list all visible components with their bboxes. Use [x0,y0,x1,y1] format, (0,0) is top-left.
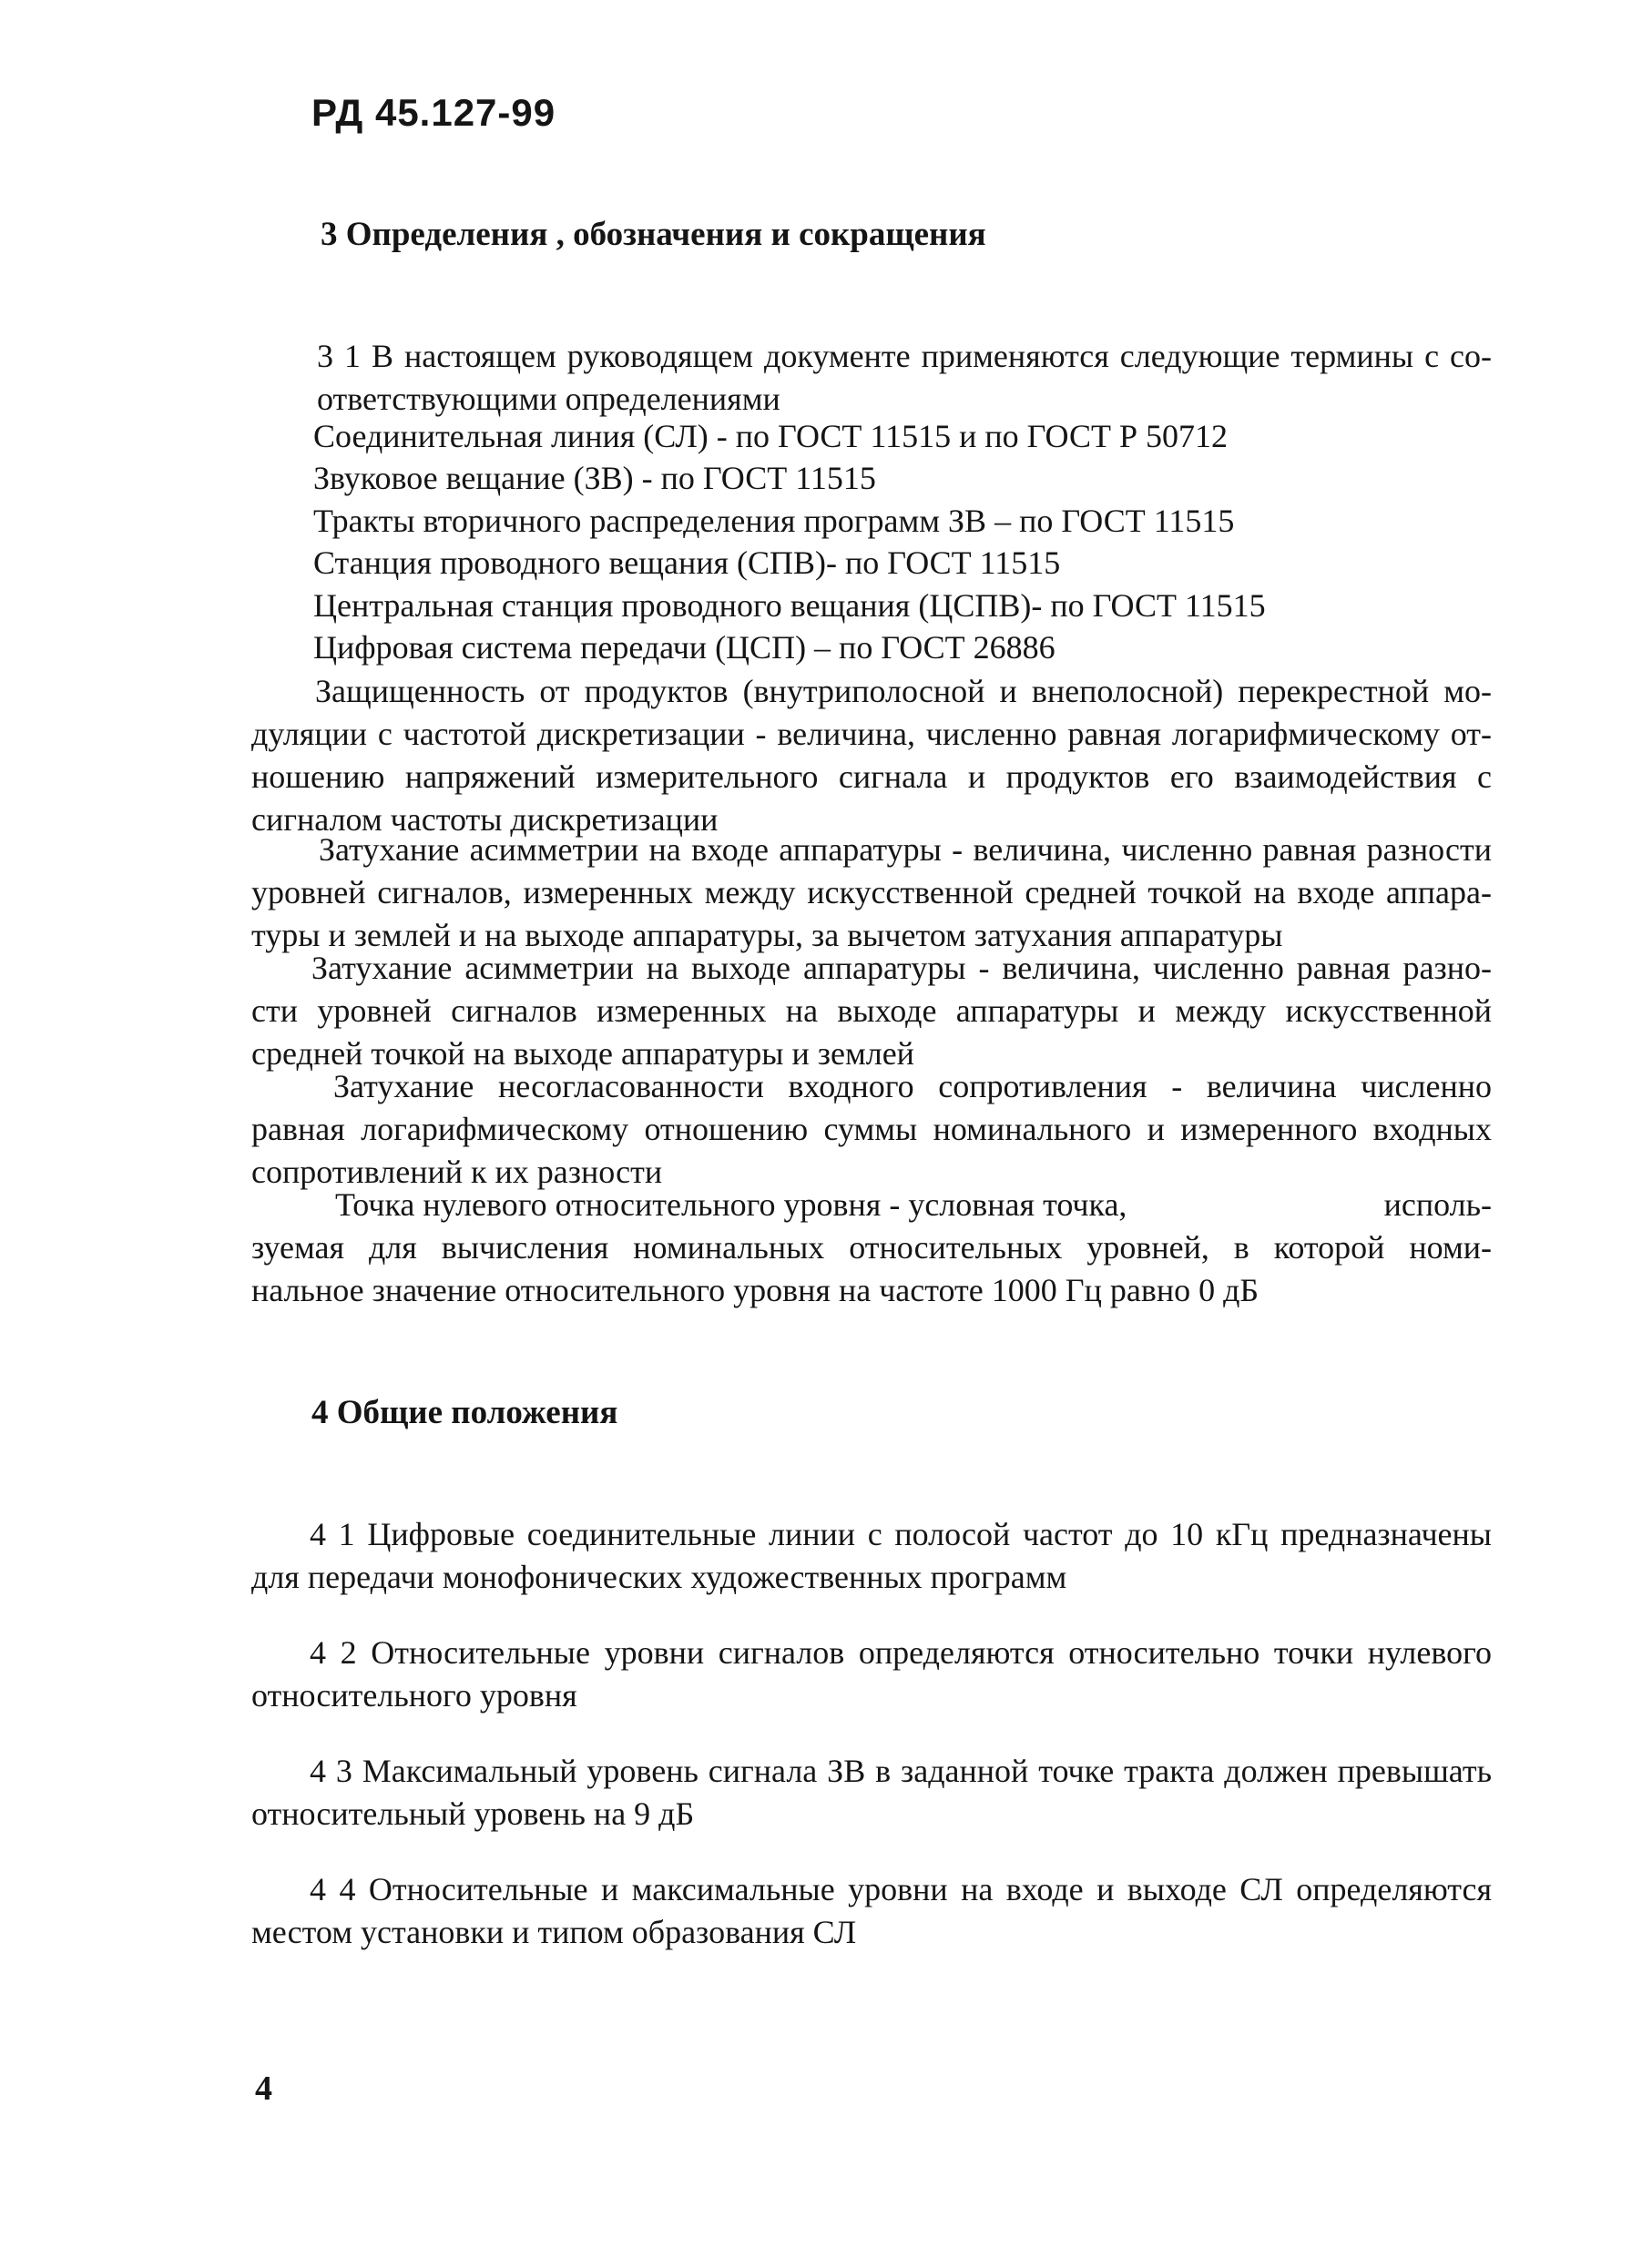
paragraph-line: местом установки и типом образования СЛ [251,1914,857,1950]
definition-zero-level-point [251,1184,1492,1312]
term-item: Звуковое вещание (ЗВ) - по ГОСТ 11515 [313,460,876,496]
term-item: Соединительная линия (СЛ) - по ГОСТ 11515 и по ГОСТ Р 50712 [313,418,1228,454]
definition-line: Затухание асимметрии на выходе аппаратуры - величина, численно равная разно- [311,950,1492,986]
paragraph-4-2 [251,1632,1492,1717]
definition-mismatch [251,1065,1492,1194]
paragraph-line: 4 1 Цифровые соединительные линии с полосой частот до 10 кГц предназначены [310,1516,1492,1552]
section-4-heading: 4 Общие положения [311,1394,618,1431]
paragraph-line: для передачи монофонических художественных программ [251,1559,1067,1595]
definition-line: туры и землей и на выходе аппаратуры, за вычетом затухания аппаратуры [251,917,1283,953]
term-item: Цифровая система передачи (ЦСП) – по ГОСТ 26886 [313,629,1055,666]
definition-line: сопротивлений к их разности [251,1154,663,1190]
intro-paragraph [317,335,1492,421]
page-number: 4 [255,2070,272,2108]
term-item: Центральная станция проводного вещания (ЦСПВ)- по ГОСТ 11515 [313,587,1266,624]
definition-asymmetry-output [251,947,1492,1075]
paragraph-line: относительного уровня [251,1677,577,1714]
definition-line: ношению напряжений измерительного сигнала и продуктов его взаимодействия с [251,758,1492,795]
definition-line: сти уровней сигналов измеренных на выходе аппаратуры и между искусственной [251,992,1492,1029]
definition-line: нальное значение относительного уровня на частоте 1000 Гц равно 0 дБ [251,1272,1259,1308]
paragraph-4-3 [251,1750,1492,1836]
paragraph-4-1 [251,1513,1492,1599]
definition-line: Затухание асимметрии на входе аппаратуры - величина, численно равная разности [319,831,1492,868]
definition-line: средней точкой на выходе аппаратуры и землей [251,1035,914,1072]
definition-line [251,1184,1492,1226]
definition-line-start: Точка нулевого относительного уровня - условная точка, [335,1186,1127,1223]
definition-line: сигналом частоты дискретизации [251,801,719,838]
section-3-heading: 3 Определения , обозначения и сокращения [321,216,986,253]
definition-line: дуляции с частотой дискретизации - величина, численно равная логарифмическому от- [251,716,1492,752]
paragraph-line: 4 3 Максимальный уровень сигнала ЗВ в заданной точке тракта должен превышать [310,1753,1492,1789]
definition-line: зуемая для вычисления номинальных относительных уровней, в которой номи- [251,1229,1492,1266]
definition-line: Защищенность от продуктов (внутриполосной и внеполосной) перекрестной мо- [315,673,1492,709]
intro-line: 3 1 В настоящем руководящем документе применяются следующие термины с со- [317,338,1492,374]
paragraph-line: относительный уровень на 9 дБ [251,1795,695,1832]
definition-protection [251,670,1492,841]
paragraph-4-4 [251,1868,1492,1954]
paragraph-line: 4 2 Относительные уровни сигналов определяются относительно точки нулевого [310,1634,1492,1671]
definition-line: Затухание несогласованности входного сопротивления - величина численно [333,1068,1492,1104]
document-code: РД 45.127-99 [311,91,556,134]
definition-asymmetry-input [251,829,1492,957]
definition-line: равная логарифмическому отношению суммы номинального и измеренного входных [251,1111,1492,1147]
definition-line-end: исполь- [1383,1186,1492,1223]
term-item: Станция проводного вещания (СПВ)- по ГОСТ 11515 [313,544,1061,581]
intro-line: ответствующими определениями [317,381,780,417]
term-item: Тракты вторичного распределения программ ЗВ – по ГОСТ 11515 [313,503,1235,539]
definition-line: уровней сигналов, измеренных между искусственной средней точкой на входе аппара- [251,874,1492,910]
paragraph-line: 4 4 Относительные и максимальные уровни на входе и выходе СЛ определяются [310,1871,1492,1907]
